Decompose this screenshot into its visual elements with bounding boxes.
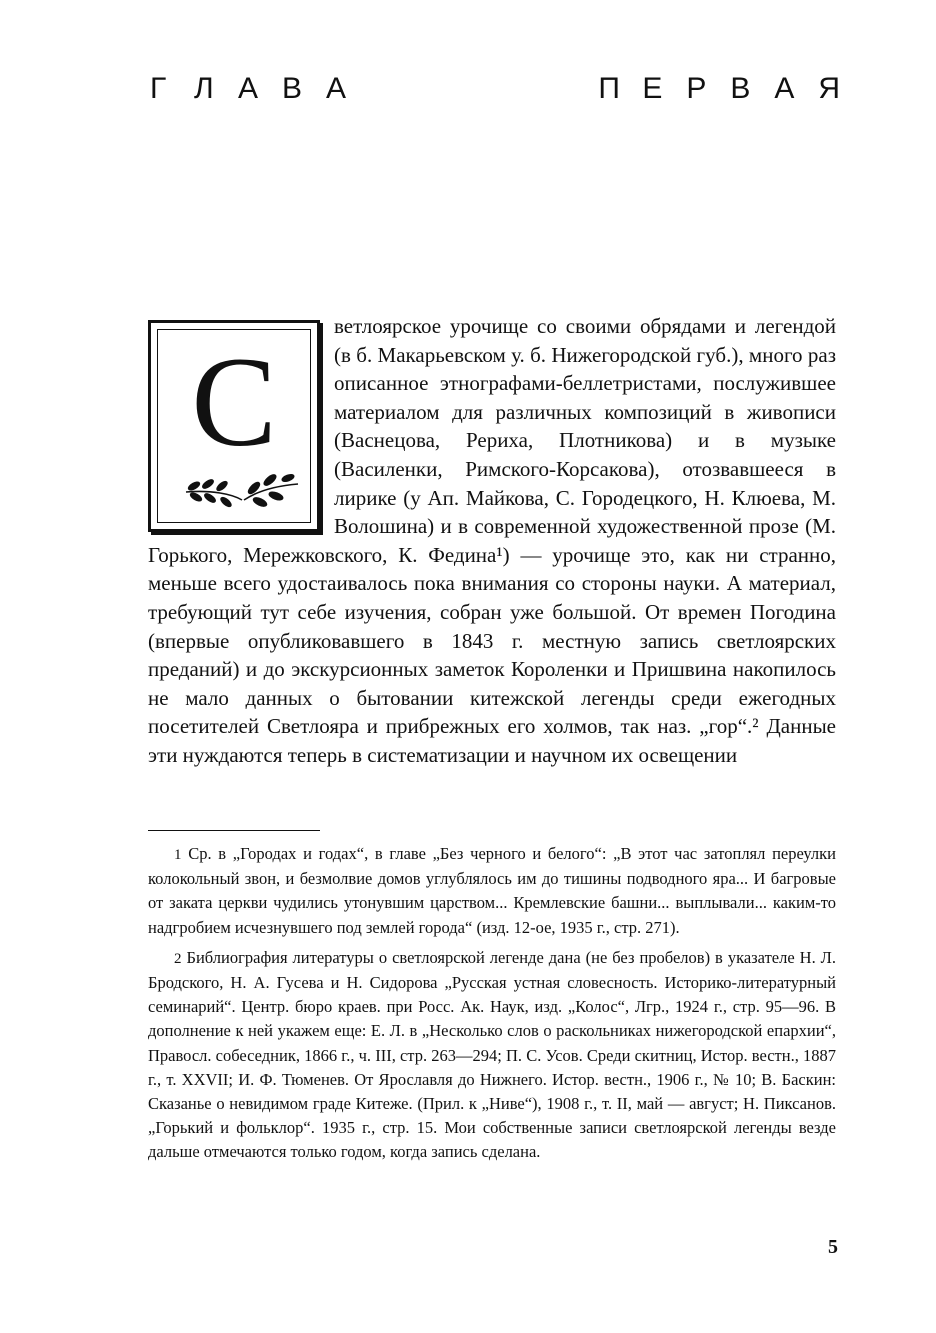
page-number: 5: [828, 1236, 838, 1258]
drop-cap-letter: С: [191, 331, 277, 473]
laurel-branch-ornament-icon: [182, 470, 302, 510]
drop-cap-inner-frame: [157, 329, 311, 523]
heading-letter: В: [282, 72, 303, 105]
footnote-1: [148, 842, 836, 940]
footnotes: [148, 842, 836, 1171]
heading-letter: П: [598, 72, 620, 105]
heading-letter: А: [326, 72, 347, 105]
chapter-heading: [150, 72, 840, 106]
footnote-rule: [148, 830, 320, 831]
heading-letter: А: [774, 72, 795, 105]
footnote-2: [148, 946, 836, 1165]
main-paragraph: ветлоярское урочище со своими обрядами и легендой (в б. Макарьевском у. б. Нижегородской губ.), много раз описанное этнографами-беллетристами, послужившее материалом для различных композиций в живописи (Васнецова, Рериха, Плотникова) и в музыке (Василенки, Римского-Корсакова), отозвавшееся в лирике (у Ап. Майкова, С. Городецкого, Н. Клюева, М. Волошина) и в современной художественной прозе (М. Горького, Мережковского, К. Федина¹) — урочище это, как ни странно, меньше всего удостаивалось пока внимания со стороны науки. А материал, требующий тут себе изучения, собран уже большой. От времен Погодина (впервые опубликовавшего в 1843 г. местную запись светлоярских преданий) и до экскурсионных заметок Короленки и Пришвина накопилось не мало данных о бытовании китежской легенды среди ежегодных посетителей Светлояра и прибрежных его холмов, так наз. „гор“.² Данные эти нуждаются теперь в систематизации и научном их освещении: [148, 314, 836, 767]
body-text-block: [148, 312, 836, 770]
heading-letter: Г: [150, 72, 167, 105]
chapter-heading-word-1: [150, 72, 370, 106]
heading-letter: Е: [642, 72, 663, 105]
heading-letter: В: [730, 72, 751, 105]
drop-cap-frame: [148, 320, 320, 532]
heading-letter: Р: [686, 72, 707, 105]
footnote-text: Ср. в „Городах и годах“, в главе „Без черного и белого“: „В этот час затоплял переулки колокольный звон, и безмолвие домов углублялось им до тишины подводного яра... И багровые от заката церкви чудились утонувшим царством... Кремлевские башни... выплывали... каким-то надгробием исчезнувшего под землей города“ (изд. 12-ое, 1935 г., стр. 271).: [148, 844, 836, 937]
heading-letter: Л: [194, 72, 214, 105]
chapter-heading-word-2: [598, 72, 840, 106]
footnote-number: 2: [174, 950, 182, 967]
heading-letter: А: [238, 72, 259, 105]
footnote-number: 1: [174, 847, 182, 863]
footnote-text: Библиография литературы о светлоярской легенде дана (не без пробелов) в указателе Н. Л. Бродского, Н. А. Гусева и Н. Сидорова „Русская устная словесность. Историко-литературный семинарий“. Центр. бюро краев. при Росс. Ак. Наук, изд. „Колос“, Лгр., 1924 г., стр. 95—96. В дополнение к ней укажем еще: Е. Л. в „Несколько слов о раскольниках нижегородской епархии“, Правосл. собеседник, 1866 г., ч. III, стр. 263—294; П. С. Усов. Среди скитниц, Истор. вестн., 1887 г., т. XXVII; И. Ф. Тюменев. От Ярославля до Нижнего. Истор. вестн., 1906 г., № 10; В. Баскин: Сказанье о невидимом граде Китеже. (Прил. к „Ниве“), 1908 г., т. II, май — август; Н. Пиксанов. „Горький и фольклор“. 1935 г., стр. 15. Мои собственные записи светлоярской легенды везде дальше отмечаются только годом, когда запись сделана.: [148, 947, 837, 1162]
heading-letter: Я: [818, 72, 840, 105]
